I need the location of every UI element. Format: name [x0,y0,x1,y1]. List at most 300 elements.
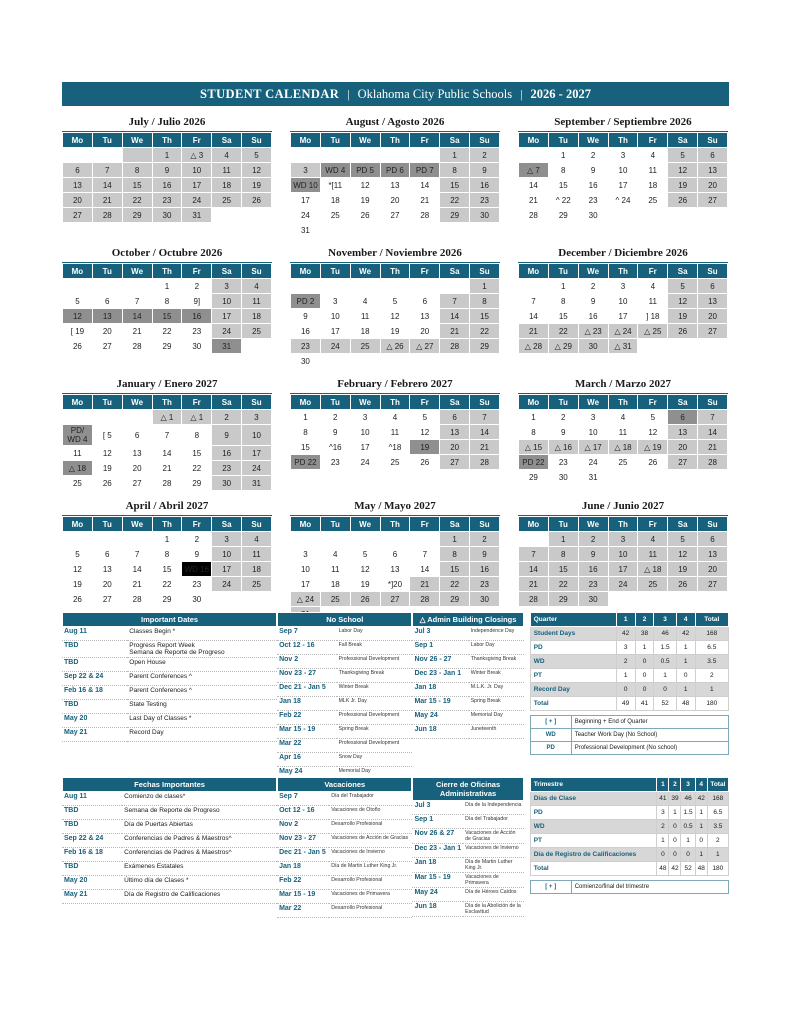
day-cell[interactable]: 21 [92,193,122,208]
day-cell[interactable]: 13 [122,446,152,461]
day-cell[interactable]: 9 [152,163,182,178]
day-cell[interactable]: 7 [440,294,470,309]
day-cell[interactable]: 7 [122,547,152,562]
day-cell[interactable]: 9] [182,294,212,309]
day-cell[interactable]: PD 5 [350,163,380,178]
day-cell[interactable]: 20 [668,440,698,455]
day-cell[interactable]: WD 4 [320,163,350,178]
day-cell[interactable]: 18 [320,577,350,592]
day-cell[interactable]: 17 [242,446,272,461]
day-cell[interactable]: 14 [519,178,549,193]
day-cell[interactable]: 3 [608,148,638,163]
day-cell[interactable] [519,148,549,163]
day-cell[interactable]: 9 [578,163,608,178]
day-cell[interactable]: 21 [410,577,440,592]
day-cell[interactable]: 3 [291,163,321,178]
day-cell[interactable]: PD 7 [410,163,440,178]
day-cell[interactable]: 16 [578,562,608,577]
day-cell[interactable]: 22 [152,324,182,339]
day-cell[interactable]: 1 [470,279,500,294]
day-cell[interactable]: 17 [182,178,212,193]
day-cell[interactable]: 6 [63,163,93,178]
day-cell[interactable]: 12 [63,562,93,577]
day-cell[interactable]: 11 [320,562,350,577]
day-cell[interactable]: 27 [92,339,122,354]
day-cell[interactable]: 18 [320,193,350,208]
day-cell[interactable]: 7 [470,410,500,425]
day-cell[interactable]: 25 [242,577,272,592]
day-cell[interactable]: 13 [380,178,410,193]
day-cell[interactable]: 5 [380,294,410,309]
day-cell[interactable]: 19 [63,577,93,592]
day-cell[interactable]: 23 [548,455,578,470]
day-cell[interactable]: 5 [410,410,440,425]
day-cell[interactable] [410,279,440,294]
day-cell[interactable]: 16 [152,178,182,193]
day-cell[interactable]: 5 [63,547,93,562]
day-cell[interactable]: 21 [519,577,549,592]
day-cell[interactable] [638,208,668,223]
day-cell[interactable] [519,279,549,294]
day-cell[interactable]: 13 [92,562,122,577]
day-cell[interactable]: 16 [470,562,500,577]
day-cell[interactable]: 26 [668,193,698,208]
day-cell[interactable]: 4 [242,279,272,294]
day-cell[interactable]: 11 [638,547,668,562]
day-cell[interactable]: 14 [410,178,440,193]
day-cell[interactable]: 26 [350,592,380,607]
day-cell[interactable]: 28 [410,592,440,607]
day-cell[interactable]: 6 [92,294,122,309]
day-cell[interactable] [668,339,698,354]
day-cell[interactable]: 12 [350,562,380,577]
day-cell[interactable]: 24 [182,193,212,208]
day-cell[interactable]: 16 [578,178,608,193]
day-cell[interactable] [440,279,470,294]
day-cell[interactable]: 5 [638,410,668,425]
day-cell[interactable]: 1 [440,148,470,163]
day-cell[interactable] [122,410,152,425]
day-cell[interactable] [380,279,410,294]
day-cell[interactable]: 17 [350,440,380,455]
day-cell[interactable]: 1 [548,279,578,294]
day-cell[interactable]: 23 [182,577,212,592]
day-cell[interactable]: 2 [578,279,608,294]
day-cell[interactable]: 25 [242,324,272,339]
day-cell[interactable] [410,223,440,238]
day-cell[interactable]: 24 [608,577,638,592]
day-cell[interactable]: 28 [122,339,152,354]
day-cell[interactable]: 8 [548,294,578,309]
day-cell[interactable]: 24 [212,577,242,592]
day-cell[interactable]: [ 5 [92,425,122,446]
day-cell[interactable]: 12 [668,294,698,309]
day-cell[interactable]: 28 [519,208,549,223]
day-cell[interactable]: 26 [638,455,668,470]
day-cell[interactable]: 4 [320,547,350,562]
day-cell[interactable]: △ 3 [182,148,212,163]
day-cell[interactable]: 9 [470,547,500,562]
day-cell[interactable]: 15 [440,178,470,193]
day-cell[interactable]: 28 [470,455,500,470]
day-cell[interactable]: 13 [410,309,440,324]
day-cell[interactable]: 30 [470,208,500,223]
day-cell[interactable]: 6 [698,279,728,294]
day-cell[interactable] [380,354,410,369]
day-cell[interactable]: 27 [698,577,728,592]
day-cell[interactable]: 19 [668,178,698,193]
day-cell[interactable]: △ 18 [608,440,638,455]
day-cell[interactable] [519,532,549,547]
day-cell[interactable] [698,592,728,607]
day-cell[interactable]: 23 [578,577,608,592]
day-cell[interactable]: 23 [182,324,212,339]
day-cell[interactable]: △ 26 [380,339,410,354]
day-cell[interactable]: 29 [182,476,212,491]
day-cell[interactable]: 29 [548,592,578,607]
day-cell[interactable]: 5 [668,279,698,294]
day-cell[interactable]: 17 [291,577,321,592]
day-cell[interactable]: 27 [380,592,410,607]
day-cell[interactable]: 6 [92,547,122,562]
day-cell[interactable]: PD 22 [291,455,321,470]
day-cell[interactable]: 13 [668,425,698,440]
day-cell[interactable]: 9 [291,309,321,324]
day-cell[interactable] [320,532,350,547]
day-cell[interactable] [122,148,152,163]
day-cell[interactable]: 10 [291,562,321,577]
day-cell[interactable]: 24 [350,455,380,470]
day-cell[interactable]: △ 29 [548,339,578,354]
day-cell[interactable]: 21 [152,461,182,476]
day-cell[interactable] [92,279,122,294]
day-cell[interactable]: 3 [350,410,380,425]
day-cell[interactable]: 4 [212,148,242,163]
day-cell[interactable]: 22 [548,324,578,339]
day-cell[interactable]: 20 [63,193,93,208]
day-cell[interactable]: 17 [608,562,638,577]
day-cell[interactable]: △ 17 [578,440,608,455]
day-cell[interactable]: 3 [212,532,242,547]
day-cell[interactable]: 5 [350,547,380,562]
day-cell[interactable]: 13 [698,163,728,178]
day-cell[interactable]: 25 [638,577,668,592]
day-cell[interactable]: 10 [350,425,380,440]
day-cell[interactable]: 24 [212,324,242,339]
day-cell[interactable]: 26 [668,577,698,592]
day-cell[interactable]: 26 [668,324,698,339]
day-cell[interactable] [320,279,350,294]
day-cell[interactable]: 30 [212,476,242,491]
day-cell[interactable]: 15 [470,309,500,324]
day-cell[interactable]: 1 [548,148,578,163]
day-cell[interactable] [668,208,698,223]
day-cell[interactable]: 21 [122,324,152,339]
day-cell[interactable]: 8 [519,425,549,440]
day-cell[interactable] [242,339,272,354]
day-cell[interactable]: 17 [212,562,242,577]
day-cell[interactable] [350,223,380,238]
day-cell[interactable] [350,279,380,294]
day-cell[interactable]: 21 [470,440,500,455]
day-cell[interactable]: 21 [122,577,152,592]
day-cell[interactable]: *]20 [380,577,410,592]
day-cell[interactable]: 7 [519,294,549,309]
day-cell[interactable]: △ 1 [152,410,182,425]
day-cell[interactable]: 26 [242,193,272,208]
day-cell[interactable]: 9 [320,425,350,440]
day-cell[interactable]: 16 [212,446,242,461]
day-cell[interactable]: 8 [470,294,500,309]
day-cell[interactable]: 2 [320,410,350,425]
day-cell[interactable] [92,532,122,547]
day-cell[interactable]: 10 [212,547,242,562]
day-cell[interactable] [291,148,321,163]
day-cell[interactable] [212,592,242,607]
day-cell[interactable] [291,279,321,294]
day-cell[interactable]: 31 [182,208,212,223]
day-cell[interactable]: 22 [470,324,500,339]
day-cell[interactable]: 7 [122,294,152,309]
day-cell[interactable]: 19 [380,324,410,339]
day-cell[interactable]: 30 [548,470,578,485]
day-cell[interactable]: 31 [578,470,608,485]
day-cell[interactable] [608,208,638,223]
day-cell[interactable] [470,223,500,238]
day-cell[interactable]: 7 [698,410,728,425]
day-cell[interactable]: 9 [470,163,500,178]
day-cell[interactable]: 7 [410,547,440,562]
day-cell[interactable]: 1 [519,410,549,425]
day-cell[interactable]: 25 [320,592,350,607]
day-cell[interactable]: 1 [152,279,182,294]
day-cell[interactable]: 1 [152,532,182,547]
day-cell[interactable]: 21 [519,324,549,339]
day-cell[interactable] [380,532,410,547]
day-cell[interactable]: 23 [578,193,608,208]
day-cell[interactable]: 28 [152,476,182,491]
day-cell[interactable]: 14 [92,178,122,193]
day-cell[interactable]: △ 19 [638,440,668,455]
day-cell[interactable]: 3 [291,547,321,562]
day-cell[interactable]: 13 [440,425,470,440]
day-cell[interactable]: 1 [440,532,470,547]
day-cell[interactable]: 23 [470,193,500,208]
day-cell[interactable]: 8 [548,163,578,178]
day-cell[interactable]: 12 [350,178,380,193]
day-cell[interactable]: PD 2 [291,294,321,309]
day-cell[interactable]: 20 [92,577,122,592]
day-cell[interactable] [638,592,668,607]
day-cell[interactable]: 11 [212,163,242,178]
day-cell[interactable]: 27 [92,592,122,607]
day-cell[interactable]: △ 15 [519,440,549,455]
day-cell[interactable]: 10 [182,163,212,178]
day-cell[interactable]: 6 [698,148,728,163]
day-cell[interactable]: 6 [122,425,152,446]
day-cell[interactable] [63,279,93,294]
day-cell[interactable]: 12 [92,446,122,461]
day-cell[interactable] [668,592,698,607]
day-cell[interactable]: PD 22 [519,455,549,470]
day-cell[interactable]: 3 [212,279,242,294]
day-cell[interactable]: 14 [519,562,549,577]
day-cell[interactable]: 10 [212,294,242,309]
day-cell[interactable]: 18 [212,178,242,193]
day-cell[interactable]: 12 [668,547,698,562]
day-cell[interactable]: *[11 [320,178,350,193]
day-cell[interactable]: 28 [698,455,728,470]
day-cell[interactable]: WD 16 [182,562,212,577]
day-cell[interactable]: 10 [608,163,638,178]
day-cell[interactable]: 22 [440,193,470,208]
day-cell[interactable]: 27 [668,455,698,470]
day-cell[interactable]: 11 [608,425,638,440]
day-cell[interactable]: 20 [122,461,152,476]
day-cell[interactable]: 5 [668,148,698,163]
day-cell[interactable]: 17 [608,309,638,324]
day-cell[interactable]: 30 [578,208,608,223]
day-cell[interactable]: 8 [548,547,578,562]
day-cell[interactable]: 8 [291,425,321,440]
day-cell[interactable]: 20 [92,324,122,339]
day-cell[interactable]: 8 [182,425,212,446]
day-cell[interactable]: 30 [182,339,212,354]
day-cell[interactable]: 31 [212,339,242,354]
day-cell[interactable]: 24 [320,339,350,354]
day-cell[interactable] [638,339,668,354]
day-cell[interactable] [440,354,470,369]
day-cell[interactable]: 24 [578,455,608,470]
day-cell[interactable]: 23 [470,577,500,592]
day-cell[interactable]: 15 [291,440,321,455]
day-cell[interactable]: 28 [440,339,470,354]
day-cell[interactable]: 14 [440,309,470,324]
day-cell[interactable]: 21 [698,440,728,455]
day-cell[interactable]: △ 18 [638,562,668,577]
day-cell[interactable]: 8 [440,163,470,178]
day-cell[interactable]: 19 [350,577,380,592]
day-cell[interactable]: △ 16 [548,440,578,455]
day-cell[interactable]: 2 [182,279,212,294]
day-cell[interactable] [698,339,728,354]
day-cell[interactable] [410,148,440,163]
day-cell[interactable]: 13 [380,562,410,577]
day-cell[interactable]: 2 [470,148,500,163]
day-cell[interactable]: 25 [320,208,350,223]
day-cell[interactable]: 15 [548,178,578,193]
day-cell[interactable]: 15 [440,562,470,577]
day-cell[interactable]: 1 [152,148,182,163]
day-cell[interactable]: 22 [548,577,578,592]
day-cell[interactable] [122,532,152,547]
day-cell[interactable]: 21 [410,193,440,208]
day-cell[interactable]: △ 31 [608,339,638,354]
day-cell[interactable]: 18 [242,562,272,577]
day-cell[interactable] [410,354,440,369]
day-cell[interactable]: 2 [182,532,212,547]
day-cell[interactable]: 26 [63,339,93,354]
day-cell[interactable]: 3 [242,410,272,425]
day-cell[interactable]: 19 [242,178,272,193]
day-cell[interactable]: 7 [92,163,122,178]
day-cell[interactable]: 11 [638,294,668,309]
day-cell[interactable]: ^16 [320,440,350,455]
day-cell[interactable]: 25 [608,455,638,470]
day-cell[interactable]: 19 [92,461,122,476]
day-cell[interactable]: PD/ WD 4 [63,425,93,446]
day-cell[interactable]: 13 [698,547,728,562]
day-cell[interactable] [698,208,728,223]
day-cell[interactable] [698,470,728,485]
day-cell[interactable]: 29 [548,208,578,223]
day-cell[interactable]: 9 [548,425,578,440]
day-cell[interactable]: 19 [668,309,698,324]
day-cell[interactable]: 14 [122,309,152,324]
day-cell[interactable]: 15 [548,309,578,324]
day-cell[interactable]: 28 [410,208,440,223]
day-cell[interactable]: 22 [182,461,212,476]
day-cell[interactable]: 15 [152,309,182,324]
day-cell[interactable]: 20 [380,193,410,208]
day-cell[interactable] [350,532,380,547]
day-cell[interactable]: 12 [380,309,410,324]
day-cell[interactable]: 13 [698,294,728,309]
day-cell[interactable]: 9 [578,547,608,562]
day-cell[interactable]: 29 [152,592,182,607]
day-cell[interactable]: 11 [242,547,272,562]
day-cell[interactable]: 3 [320,294,350,309]
day-cell[interactable]: 28 [519,592,549,607]
day-cell[interactable]: 30 [578,592,608,607]
day-cell[interactable] [242,208,272,223]
day-cell[interactable]: 26 [92,476,122,491]
day-cell[interactable]: 12 [242,163,272,178]
day-cell[interactable] [63,148,93,163]
day-cell[interactable]: 27 [63,208,93,223]
day-cell[interactable] [63,410,93,425]
day-cell[interactable]: 11 [63,446,93,461]
day-cell[interactable] [440,223,470,238]
day-cell[interactable] [638,470,668,485]
day-cell[interactable]: 28 [92,208,122,223]
day-cell[interactable]: 15 [152,562,182,577]
day-cell[interactable] [350,354,380,369]
day-cell[interactable]: 30 [291,354,321,369]
day-cell[interactable]: 29 [152,339,182,354]
day-cell[interactable]: ] 18 [638,309,668,324]
day-cell[interactable]: ^ 24 [608,193,638,208]
day-cell[interactable]: 16 [578,309,608,324]
day-cell[interactable]: 19 [410,440,440,455]
day-cell[interactable]: 23 [291,339,321,354]
day-cell[interactable]: 14 [152,446,182,461]
day-cell[interactable] [608,470,638,485]
day-cell[interactable]: 15 [548,562,578,577]
day-cell[interactable]: 22 [122,193,152,208]
day-cell[interactable]: 14 [410,562,440,577]
day-cell[interactable] [92,148,122,163]
day-cell[interactable]: WD 10 [291,178,321,193]
day-cell[interactable]: 4 [638,532,668,547]
day-cell[interactable]: 18 [350,324,380,339]
day-cell[interactable]: 10 [578,425,608,440]
day-cell[interactable]: 9 [182,547,212,562]
day-cell[interactable]: 10 [608,547,638,562]
day-cell[interactable]: 8 [152,547,182,562]
day-cell[interactable] [350,148,380,163]
day-cell[interactable]: 29 [470,339,500,354]
